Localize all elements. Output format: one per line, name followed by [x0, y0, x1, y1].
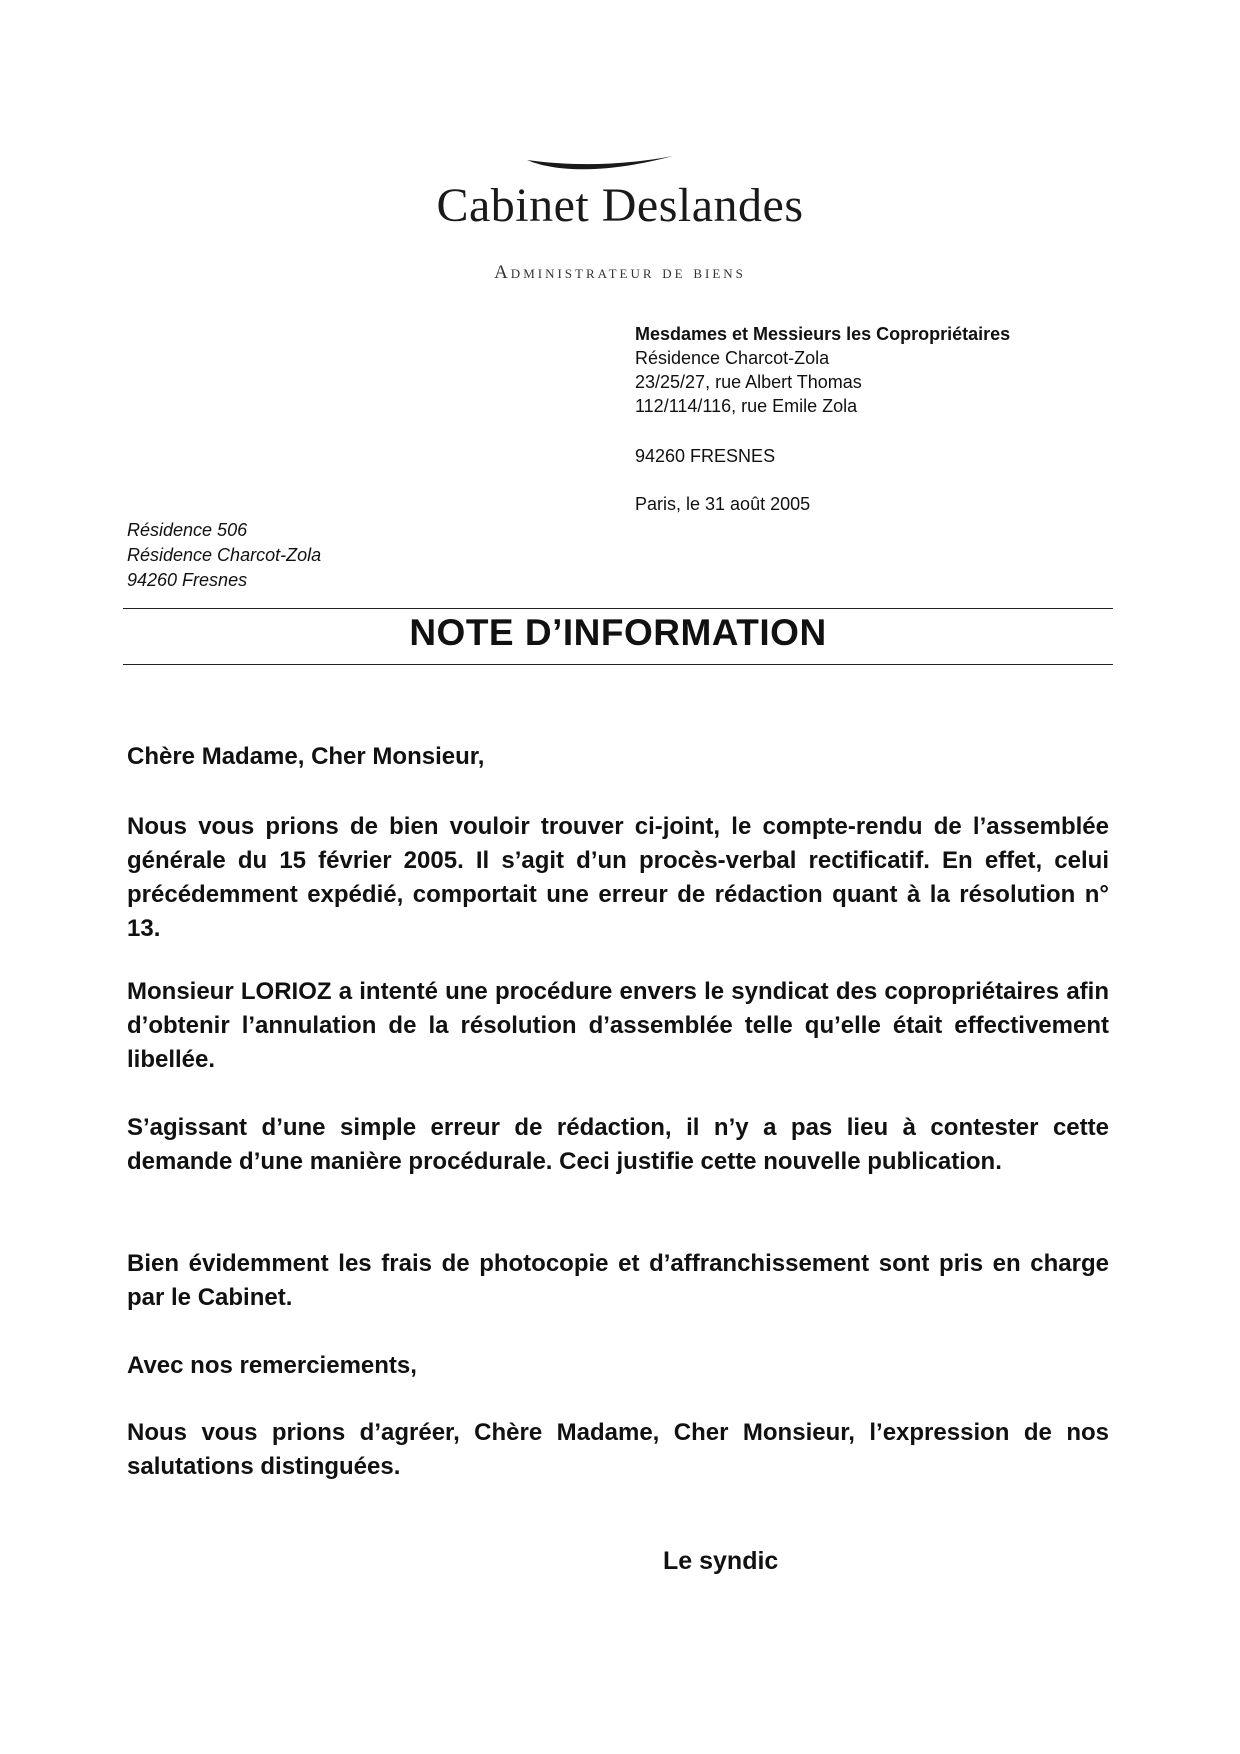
- letter-date: Paris, le 31 août 2005: [635, 494, 811, 514]
- reference-line-3: 94260 Fresnes: [127, 570, 248, 590]
- reference-line-2: Résidence Charcot-Zola: [127, 545, 322, 565]
- swoosh-logo-icon: [525, 150, 675, 180]
- recipient-line-3: 23/25/27, rue Albert Thomas: [635, 372, 862, 392]
- reference-block: [127, 518, 321, 593]
- recipient-line-4: 112/114/116, rue Emile Zola: [635, 396, 858, 416]
- recipient-city: 94260 FRESNES: [635, 446, 776, 466]
- reference-line-1: Résidence 506: [127, 520, 248, 540]
- paragraph-1: Nous vous prions de bien vouloir trouver ci-joint, le compte-rendu de l’assemblée générale du 15 février 2005. Il s’agit d’un procès-verbal rectificatif. En effet, celui précédemment expédié, comportait une erreur de rédaction quant à la résolution n° 13.: [127, 813, 1109, 942]
- paragraph-5: Avec nos remerciements,: [127, 1352, 417, 1379]
- document-title: NOTE D’INFORMATION: [409, 612, 827, 653]
- recipient-line-1: Mesdames et Messieurs les Copropriétaires: [635, 324, 1011, 344]
- closing-paragraph: Nous vous prions d’agréer, Chère Madame, Cher Monsieur, l’expression de nos salutations distinguées.: [127, 1419, 1109, 1480]
- title-rule-bottom: [123, 664, 1113, 665]
- signature: Le syndic: [663, 1547, 779, 1575]
- paragraph-4: Bien évidemment les frais de photocopie et d’affranchissement sont pris en charge par le Cabinet.: [127, 1250, 1109, 1311]
- title-rule-top: [123, 608, 1113, 609]
- company-tagline: Administrateur de biens: [494, 262, 746, 283]
- paragraph-2: Monsieur LORIOZ a intenté une procédure envers le syndicat des copropriétaires afin d’obtenir l’annulation de la résolution d’assemblée telle qu’elle était effectivement libellée.: [127, 978, 1109, 1073]
- company-name: Cabinet Deslandes: [436, 179, 804, 232]
- paragraph-3: S’agissant d’une simple erreur de rédaction, il n’y a pas lieu à contester cette demande d’une manière procédurale. Ceci justifie cette nouvelle publication.: [127, 1114, 1109, 1175]
- recipient-line-2: Résidence Charcot-Zola: [635, 348, 830, 368]
- salutation: Chère Madame, Cher Monsieur,: [127, 743, 485, 770]
- recipient-address: [635, 322, 1011, 514]
